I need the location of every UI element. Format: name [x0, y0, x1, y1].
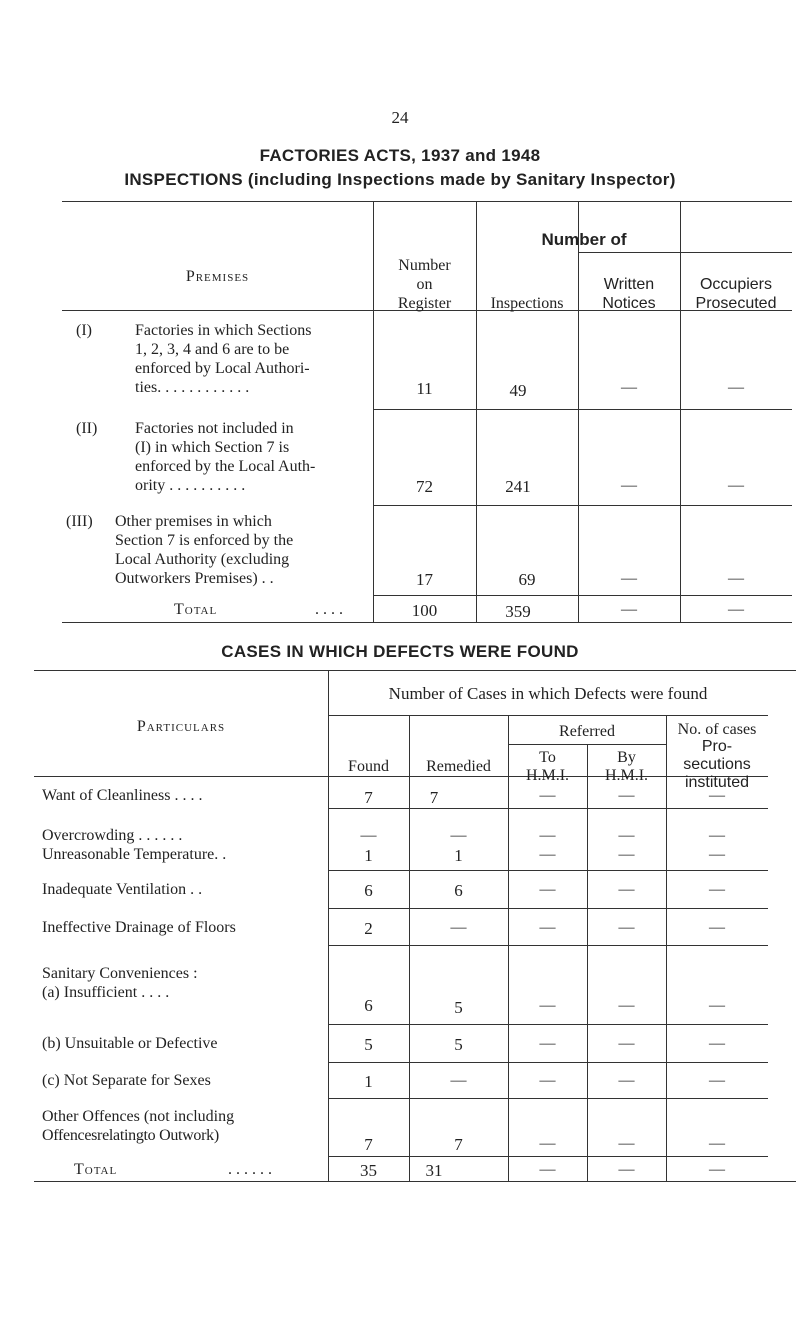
found-header: Found	[348, 758, 389, 775]
premises-header: Premises	[185, 268, 250, 285]
number-on-register-header: Number	[398, 257, 451, 274]
inspections-header: Inspections	[490, 295, 564, 312]
number-of-header: Number of	[541, 230, 627, 249]
written-notices-header: Written	[603, 276, 655, 293]
by-hmi-header: By	[617, 749, 636, 766]
to-hmi-header: To	[539, 749, 556, 766]
page-number: 24	[391, 108, 409, 127]
occupiers-prosecuted-header: Occupiers	[699, 276, 773, 293]
page-title: FACTORIES ACTS, 1937 and 1948	[259, 146, 541, 165]
defects-title: CASES IN WHICH DEFECTS WERE FOUND	[221, 642, 579, 661]
remedied-header: Remedied	[426, 758, 491, 775]
prosecutions-header: No. of cases	[677, 721, 757, 738]
number-of-cases-header: Number of Cases in which Defects were found	[388, 684, 708, 703]
particulars-header: Particulars	[136, 718, 226, 735]
referred-header: Referred	[559, 723, 615, 740]
page-subtitle: INSPECTIONS (including Inspections made by Sanitary Inspector)	[124, 170, 676, 189]
